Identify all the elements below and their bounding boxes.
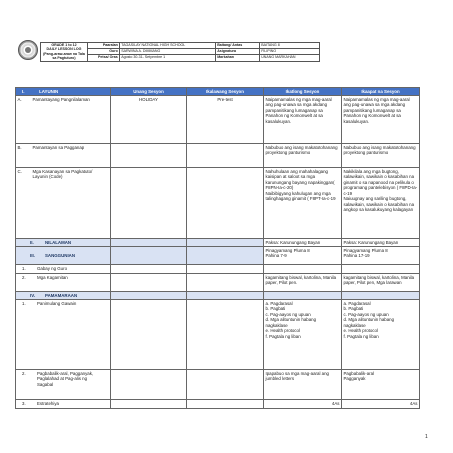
cell-session-4: Pinagyamang Pluma 8 Pahina 17-19 [342,247,420,265]
col-header-layunin: I. LAYUNIN [16,88,111,96]
grade-label: Baitang/ Antas [216,43,260,49]
header-left-title: GRADE 1 to 12 DAILY LESSON LOG (Pang-araw-araw na Tala sa Pagtuturo) [41,43,88,62]
col-header-session-3: Ikatlong Sesyon [264,88,342,96]
cell-session-3: 4As [264,400,342,409]
cell-session-4: kagamitang biswal, kartolina, Manila paper, Pilot pen, Mga larawan [342,274,420,292]
cell-session-3: Paksa: Karunungang Bayan [264,239,342,247]
section-row-pamamaraan [16,292,420,300]
row-label: 1. Gabay ng Guro [16,265,111,274]
row-label: B. Pamantayan sa Pagganap [16,144,111,168]
row-label: 2. Pagbabalik-aral, Pagganyak, Paglalahad at Pag-alis ng Sagabal [16,370,111,400]
table-row [16,144,420,168]
header-info-table [40,42,320,62]
cell-session-3: Naipamamalas ng mga mag-aaral ang pag-unawa sa mga akdang pampanitikang lumaganap sa Panahon ng Komonwelt at sa kasalukuyan. [264,96,342,144]
table-row [16,274,420,292]
section-row-nilalaman [16,239,420,247]
quarter-value: UNANG MARKAHAN [260,55,320,61]
date-value: Agosto 30-31- Setyembre 1 [120,55,216,61]
subject-label: Asignatura [216,49,260,55]
deped-seal-logo [18,40,38,60]
cell-session-3: Ipapabuo sa mga mag-aaral ang jumbled letters [264,370,342,400]
col-header-session-1: Unang Sesyon [111,88,187,96]
row-label: 2. Mga Kagamitan [16,274,111,292]
row-label: C. Mga Kasanayan sa Pagkatuto/ Layunin (Code) [16,168,111,239]
subject-value: FILIPINO [260,49,320,55]
section-label: IV. PAMAMARAAN [16,292,111,300]
cell-session-2: Pre-test [187,96,264,144]
table-row [16,96,420,144]
cell-session-3: Nabubuo ang isang makatotohanang proyektong panturismo [264,144,342,168]
section-label: II. NILALAMAN [16,239,111,247]
school-value: TAGASILAY NATIONAL HIGH SCHOOL [120,43,216,49]
quarter-label: Markahan [216,55,260,61]
table-row [16,168,420,239]
cell-session-4: Nabubuo ang isang makatotohanang proyektong panturismo [342,144,420,168]
cell-session-4: a. Pagdarasal b. Pagbati c. Pag-aayos ng upuan d. Mga alituntunin habang nagkaklase e. Health protocol f. Pagtala ng liban [342,300,420,370]
grade-value: BAITANG 8 [260,43,320,49]
date-label: Petsa/ Oras [88,55,120,61]
cell-session-3: a. Pagdarasal b. Pagbati c. Pag-aayos ng upuan d. Mga alituntunin habang nagkaklase e. Health protocol f. Pagtala ng liban [264,300,342,370]
row-label: A. Pamantayang Pangnilalaman [16,96,111,144]
row-label: 1. Panimulang Gawain [16,300,111,370]
cell-session-3: kagamitang biswal, kartolina, Manila paper, Pilot pen. [264,274,342,292]
cell-session-3: Pinagyamang Pluma 8 Pahina 7-9 [264,247,342,265]
col-header-session-2: Ikalawang Sesyon [187,88,264,96]
section-row-sanggunian [16,247,420,265]
table-row [16,265,420,274]
cell-session-1: HOLIDAY [111,96,187,144]
table-row [16,400,420,409]
col-header-session-4: Ikaapat na Sesyon [342,88,420,96]
teacher-value: SARWINA A. DIMMANG [120,49,216,55]
school-label: Paaralan [88,43,120,49]
table-row [16,300,420,370]
cell-session-4: Naipamamalas ng mga mag-aaral ang pag-unawa sa mga akdang pampanitikang lumaganap sa Panahon ng Komonwelt at sa kasalukuyan. [342,96,420,144]
section-label: III. SANGGUNIAN [16,247,111,265]
cell-session-4: Nakikilala ang mga bugtong, salawikain, sawikain o kasabihan na ginamit o sa napanood na pelikula o programang pantelebisyon ( F8PD-Ia- c-19 Naiuugnay ang sariling bugtong, salawikain, sawikain o kasabihan na angkop sa kasalukuyang kalagayan [342,168,420,239]
cell-session-4: 4As [342,400,420,409]
table-header-row [16,88,420,96]
row-label: 3. Estratehiya [16,400,111,409]
page-number: 1 [425,434,428,440]
cell-session-4: Paksa: Karunungang Bayan [342,239,420,247]
lesson-table [15,87,420,409]
teacher-label: Guro [88,49,120,55]
table-row [16,370,420,400]
cell-session-4: Pagbabalik-aral Pagganyak [342,370,420,400]
cell-session-3: Nahuhulaan ang mahahalagang kaisipan at saloot sa mga karunungang bayang napakinggan( F8PN-Ia-c-20) Naibibigyang kahulugan ang mga talinghagang ginamit ( F8PT-Ia-c-19 [264,168,342,239]
